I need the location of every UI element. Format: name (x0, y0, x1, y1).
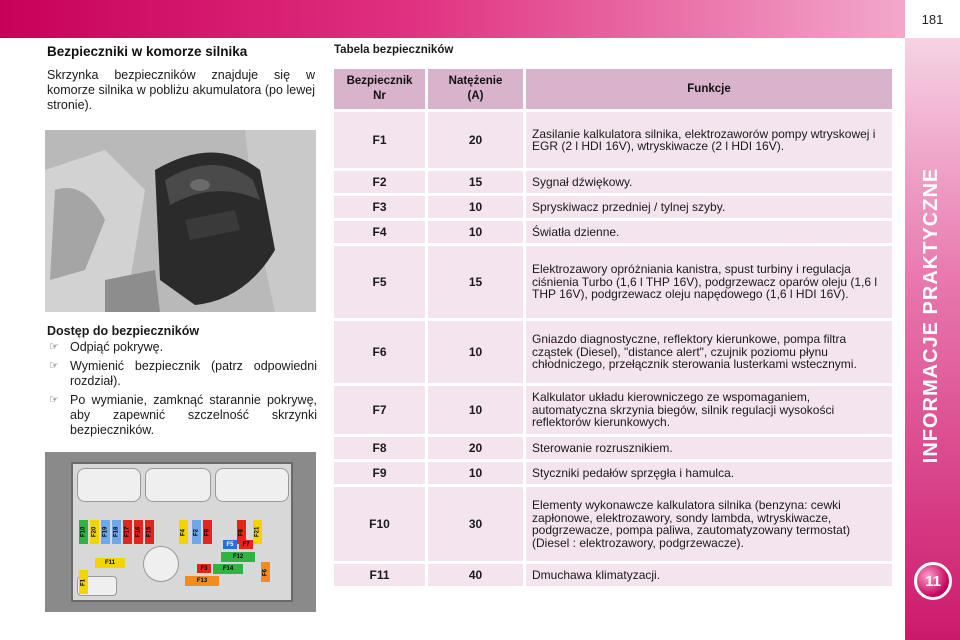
cell-fuse: F1 (334, 112, 428, 168)
cell-amps: 40 (428, 564, 526, 586)
cell-fuse: F4 (334, 221, 428, 243)
fuse-f15: F15 (145, 520, 154, 544)
step-text: Wymienić bezpiecznik (patrz odpowiedni rozdział). (70, 359, 317, 388)
pointing-hand-icon: ☞ (49, 394, 59, 406)
fuse-f7: F7 (239, 540, 253, 549)
table-row (334, 564, 892, 586)
page-number: 181 (905, 0, 960, 38)
step-text: Po wymianie, zamknąć starannie pokrywę, aby zapewnić szczelność skrzynki bezpieczników. (70, 393, 317, 437)
cell-fuse: F6 (334, 321, 428, 383)
pointing-hand-icon: ☞ (49, 341, 59, 353)
relay (77, 468, 141, 502)
cell-function: Styczniki pedałów sprzęgła i hamulca. (526, 462, 892, 484)
intro-text: Skrzynka bezpieczników znajduje się w komorze silnika w pobliżu akumulatora (po lewej stronie). (47, 68, 315, 112)
cell-amps: 10 (428, 386, 526, 434)
table-row (334, 196, 892, 218)
cell-fuse: F7 (334, 386, 428, 434)
access-title: Dostęp do bezpieczników (47, 324, 200, 338)
cell-fuse: F2 (334, 171, 428, 193)
chapter-title (910, 70, 954, 560)
fuse-f2: F2 (192, 520, 201, 544)
cell-function: Kalkulator układu kierowniczego ze wspomaganiem, automatyczna skrzynia biegów, silnik regulacji wysokości reflektorów kierunkowych. (526, 386, 892, 434)
fuse-f13: F13 (185, 576, 219, 586)
fuse-f12: F12 (221, 552, 255, 562)
header-fuse-number (334, 69, 428, 109)
relay (145, 468, 211, 502)
cell-function: Sygnał dźwiękowy. (526, 171, 892, 193)
fuse-f21: F21 (253, 520, 262, 544)
chapter-number-badge: 11 (914, 562, 952, 600)
relay (143, 546, 179, 582)
header-fuse-line1: Bezpiecznik (346, 75, 413, 87)
table-row (334, 112, 892, 168)
cell-fuse: F5 (334, 246, 428, 318)
steps-list (47, 340, 317, 442)
relay (215, 468, 289, 502)
cell-fuse: F9 (334, 462, 428, 484)
section-title: Bezpieczniki w komorze silnika (47, 44, 248, 59)
cell-amps: 10 (428, 221, 526, 243)
header-current-line1: Natężenie (448, 75, 503, 87)
fuse-f5: F5 (223, 540, 237, 549)
step-item (47, 393, 317, 438)
cell-amps: 15 (428, 246, 526, 318)
fuse-table (334, 66, 892, 589)
table-row (334, 171, 892, 193)
fuse-f16: F16 (134, 520, 143, 544)
engine-bay-illustration (45, 130, 316, 312)
header-band (0, 0, 905, 38)
table-row (334, 437, 892, 459)
table-row (334, 462, 892, 484)
header-current (428, 69, 526, 109)
engine-bay-photo (45, 130, 316, 312)
cell-function: Elementy wykonawcze kalkulatora silnika (benzyna: cewki zapłonowe, elektrozawory, sondy lambda, wtryskiwacze, podgrzewacze, pompa paliwa, zautomatyzowany termostat) (Diesel : elektrozawory, podgrzewacze). (526, 487, 892, 561)
cell-amps: 20 (428, 437, 526, 459)
header-function: Funkcje (526, 69, 892, 109)
chapter-title-text: INFORMACJE PRAKTYCZNE (920, 167, 943, 463)
header-fuse-line2: Nr (373, 90, 386, 102)
cell-amps: 10 (428, 196, 526, 218)
fuse-f17: F17 (123, 520, 132, 544)
cell-fuse: F10 (334, 487, 428, 561)
table-row (334, 386, 892, 434)
cell-fuse: F3 (334, 196, 428, 218)
cell-function: Światła dzienne. (526, 221, 892, 243)
cell-function: Spryskiwacz przedniej / tylnej szyby. (526, 196, 892, 218)
step-item (47, 359, 317, 389)
cell-function: Gniazdo diagnostyczne, reflektory kierunkowe, pompa filtra cząstek (Diesel), "distance alert", czujnik poziomu płynu chłodniczego, przełącznik sterowania lusterkami wstecznymi. (526, 321, 892, 383)
fuse-f8: F8 (237, 520, 246, 544)
fuse-box-panel (71, 462, 293, 602)
cell-fuse: F8 (334, 437, 428, 459)
fuse-f1: F1 (79, 570, 88, 594)
fuse-f19: F19 (101, 520, 110, 544)
fuse-f9: F9 (203, 520, 212, 544)
table-row (334, 221, 892, 243)
cell-amps: 20 (428, 112, 526, 168)
fuse-f20: F20 (90, 520, 99, 544)
fuse-f10: F10 (79, 520, 88, 544)
table-row (334, 246, 892, 318)
fuse-f11: F11 (95, 558, 125, 568)
table-row (334, 321, 892, 383)
header-current-line2: (A) (467, 90, 484, 102)
cell-function: Dmuchawa klimatyzacji. (526, 564, 892, 586)
cell-function: Elektrozawory opróżniania kanistra, spust turbiny i regulacja ciśnienia Turbo (1,6 l THP 16V), podgrzewacz oparów oleju (1,6 l THP 16V), podgrzewacz oleju napędowego (1,6 l HDI 16V). (526, 246, 892, 318)
cell-amps: 15 (428, 171, 526, 193)
step-text: Odpiąć pokrywę. (70, 340, 164, 354)
fuse-f3: F3 (197, 564, 211, 573)
fuse-f6: F6 (261, 562, 270, 582)
cell-amps: 30 (428, 487, 526, 561)
cell-function: Zasilanie kalkulatora silnika, elektrozaworów pompy wtryskowej i EGR (2 l HDI 16V), wtryskiwacze (2 l HDI 16V). (526, 112, 892, 168)
table-header-row (334, 69, 892, 109)
fuse-f14: F14 (213, 564, 243, 574)
fuse-box-diagram (45, 452, 316, 612)
cell-amps: 10 (428, 321, 526, 383)
cell-amps: 10 (428, 462, 526, 484)
table-row (334, 487, 892, 561)
cell-fuse: F11 (334, 564, 428, 586)
cell-function: Sterowanie rozrusznikiem. (526, 437, 892, 459)
pointing-hand-icon: ☞ (49, 360, 59, 372)
step-item (47, 340, 317, 355)
fuse-f4: F4 (179, 520, 188, 544)
fuse-f18: F18 (112, 520, 121, 544)
table-caption: Tabela bezpieczników (334, 44, 454, 56)
